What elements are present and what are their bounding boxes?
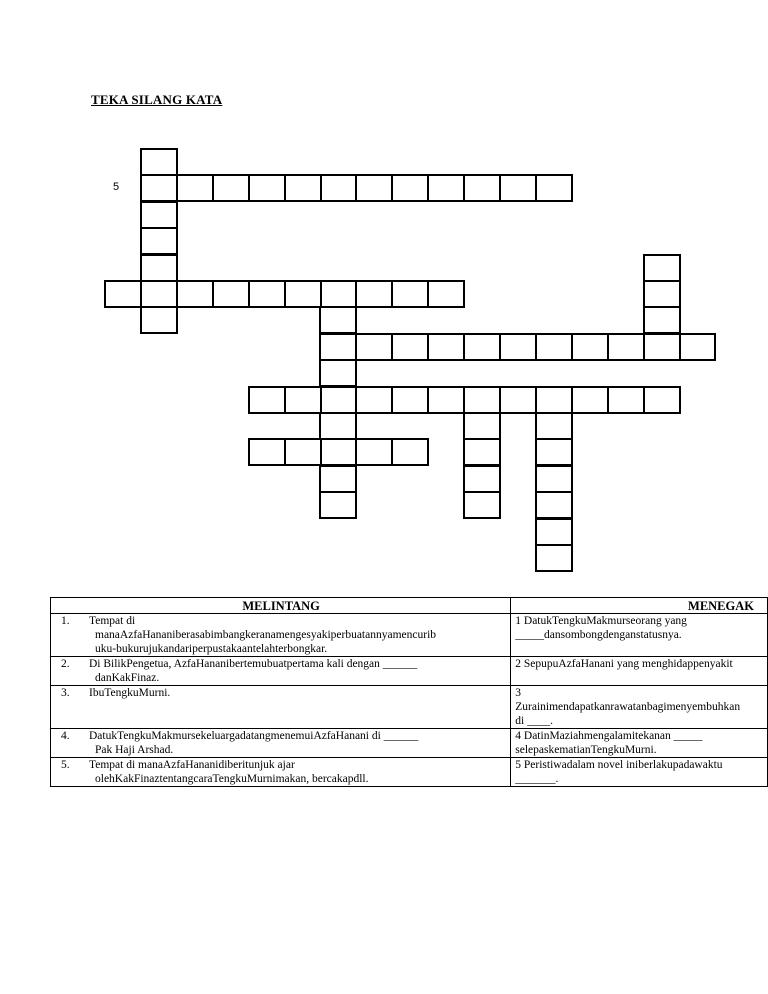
across-clue-1: 1. Tempat di manaAzfaHananiberasabimbangkeranamengesyakiperbuatannyamencurib uku-bukurujukandariperpustakaantelahterbongkar. <box>51 614 511 657</box>
crossword-cell[interactable] <box>140 148 178 176</box>
crossword-cell[interactable] <box>463 333 501 361</box>
crossword-cell[interactable] <box>427 333 465 361</box>
crossword-cell[interactable] <box>248 174 286 202</box>
crossword-cell[interactable] <box>643 254 681 282</box>
clue-row <box>51 729 768 758</box>
down-clue-1: 1 DatukTengkuMakmurseorang yang _____dansombongdenganstatusnya. <box>511 614 768 657</box>
crossword-cell[interactable] <box>176 174 214 202</box>
crossword-cell[interactable] <box>499 333 537 361</box>
crossword-cell[interactable] <box>607 333 645 361</box>
across-clue-2: 2. Di BilikPengetua, AzfaHananibertemubuatpertama kali dengan ______ danKakFinaz. <box>51 657 511 686</box>
clue-row <box>51 657 768 686</box>
crossword-cell[interactable] <box>355 438 393 466</box>
crossword-cell[interactable] <box>643 333 681 361</box>
crossword-cell[interactable] <box>284 280 322 308</box>
grid-clue-number: 5 <box>113 181 120 193</box>
clue-row <box>51 758 768 787</box>
clue-row <box>51 614 768 657</box>
down-clue-4: 4 DatinMaziahmengalamitekanan _____ selepaskematianTengkuMurni. <box>511 729 768 758</box>
crossword-cell[interactable] <box>463 491 501 519</box>
crossword-cell[interactable] <box>391 438 429 466</box>
crossword-cell[interactable] <box>319 465 357 493</box>
crossword-cell[interactable] <box>463 438 501 466</box>
crossword-cell[interactable] <box>355 386 393 414</box>
crossword-cell[interactable] <box>319 491 357 519</box>
across-clue-4: 4. DatukTengkuMakmursekeluargadatangmenemuiAzfaHanani di ______ Pak Haji Arshad. <box>51 729 511 758</box>
crossword-cell[interactable] <box>319 306 357 334</box>
down-clue-3: 3 Zurainimendapatkanrawatanbagimenyembuhkan di ____. <box>511 686 768 729</box>
crossword-cell[interactable] <box>140 280 178 308</box>
crossword-cell[interactable] <box>571 386 609 414</box>
down-clue-5: 5 Peristiwadalam novel iniberlakupadawaktu _______. <box>511 758 768 787</box>
across-header: MELINTANG <box>51 598 511 614</box>
down-header: MENEGAK <box>511 598 768 614</box>
crossword-cell[interactable] <box>104 280 142 308</box>
crossword-cell[interactable] <box>248 386 286 414</box>
crossword-cell[interactable] <box>319 333 357 361</box>
crossword-cell[interactable] <box>499 386 537 414</box>
crossword-cell[interactable] <box>427 280 465 308</box>
crossword-cell[interactable] <box>391 386 429 414</box>
crossword-cell[interactable] <box>535 518 573 546</box>
crossword-cell[interactable] <box>319 438 357 466</box>
page-title: TEKA SILANG KATA <box>91 92 223 107</box>
crossword-cell[interactable] <box>140 227 178 255</box>
crossword-cell[interactable] <box>284 438 322 466</box>
crossword-cell[interactable] <box>535 174 573 202</box>
crossword-cell[interactable] <box>319 386 357 414</box>
crossword-cell[interactable] <box>391 280 429 308</box>
crossword-cell[interactable] <box>643 386 681 414</box>
crossword-cell[interactable] <box>391 174 429 202</box>
crossword-cell[interactable] <box>140 201 178 229</box>
crossword-cell[interactable] <box>535 333 573 361</box>
crossword-cell[interactable] <box>355 174 393 202</box>
crossword-cell[interactable] <box>535 438 573 466</box>
crossword-cell[interactable] <box>535 386 573 414</box>
crossword-cell[interactable] <box>319 359 357 387</box>
down-clue-2: 2 SepupuAzfaHanani yang menghidappenyakit <box>511 657 768 686</box>
crossword-cell[interactable] <box>643 306 681 334</box>
crossword-cell[interactable] <box>463 386 501 414</box>
crossword-cell[interactable] <box>535 491 573 519</box>
across-clue-5: 5. Tempat di manaAzfaHananidiberitunjuk ajar olehKakFinaztentangcaraTengkuMurnimakan, bercakapdll. <box>51 758 511 787</box>
crossword-cell[interactable] <box>176 280 214 308</box>
crossword-cell[interactable] <box>140 254 178 282</box>
crossword-cell[interactable] <box>355 333 393 361</box>
crossword-cell[interactable] <box>284 386 322 414</box>
crossword-cell[interactable] <box>319 280 357 308</box>
crossword-cell[interactable] <box>212 174 250 202</box>
crossword-cell[interactable] <box>463 174 501 202</box>
crossword-cell[interactable] <box>140 306 178 334</box>
crossword-cell[interactable] <box>571 333 609 361</box>
crossword-cell[interactable] <box>319 412 357 440</box>
crossword-cell[interactable] <box>140 174 178 202</box>
crossword-cell[interactable] <box>499 174 537 202</box>
crossword-cell[interactable] <box>607 386 645 414</box>
crossword-cell[interactable] <box>391 333 429 361</box>
crossword-cell[interactable] <box>535 412 573 440</box>
crossword-cell[interactable] <box>284 174 322 202</box>
crossword-cell[interactable] <box>248 280 286 308</box>
clues-table <box>50 597 768 787</box>
crossword-cell[interactable] <box>248 438 286 466</box>
clues-header-row <box>51 598 768 614</box>
clue-row <box>51 686 768 729</box>
crossword-cell[interactable] <box>212 280 250 308</box>
across-clue-3: 3. IbuTengkuMurni. <box>51 686 511 729</box>
crossword-cell[interactable] <box>535 544 573 572</box>
crossword-cell[interactable] <box>319 174 357 202</box>
crossword-cell[interactable] <box>427 174 465 202</box>
crossword-cell[interactable] <box>643 280 681 308</box>
crossword-cell[interactable] <box>678 333 716 361</box>
crossword-cell[interactable] <box>355 280 393 308</box>
crossword-cell[interactable] <box>535 465 573 493</box>
crossword-cell[interactable] <box>463 412 501 440</box>
crossword-cell[interactable] <box>463 465 501 493</box>
crossword-cell[interactable] <box>427 386 465 414</box>
